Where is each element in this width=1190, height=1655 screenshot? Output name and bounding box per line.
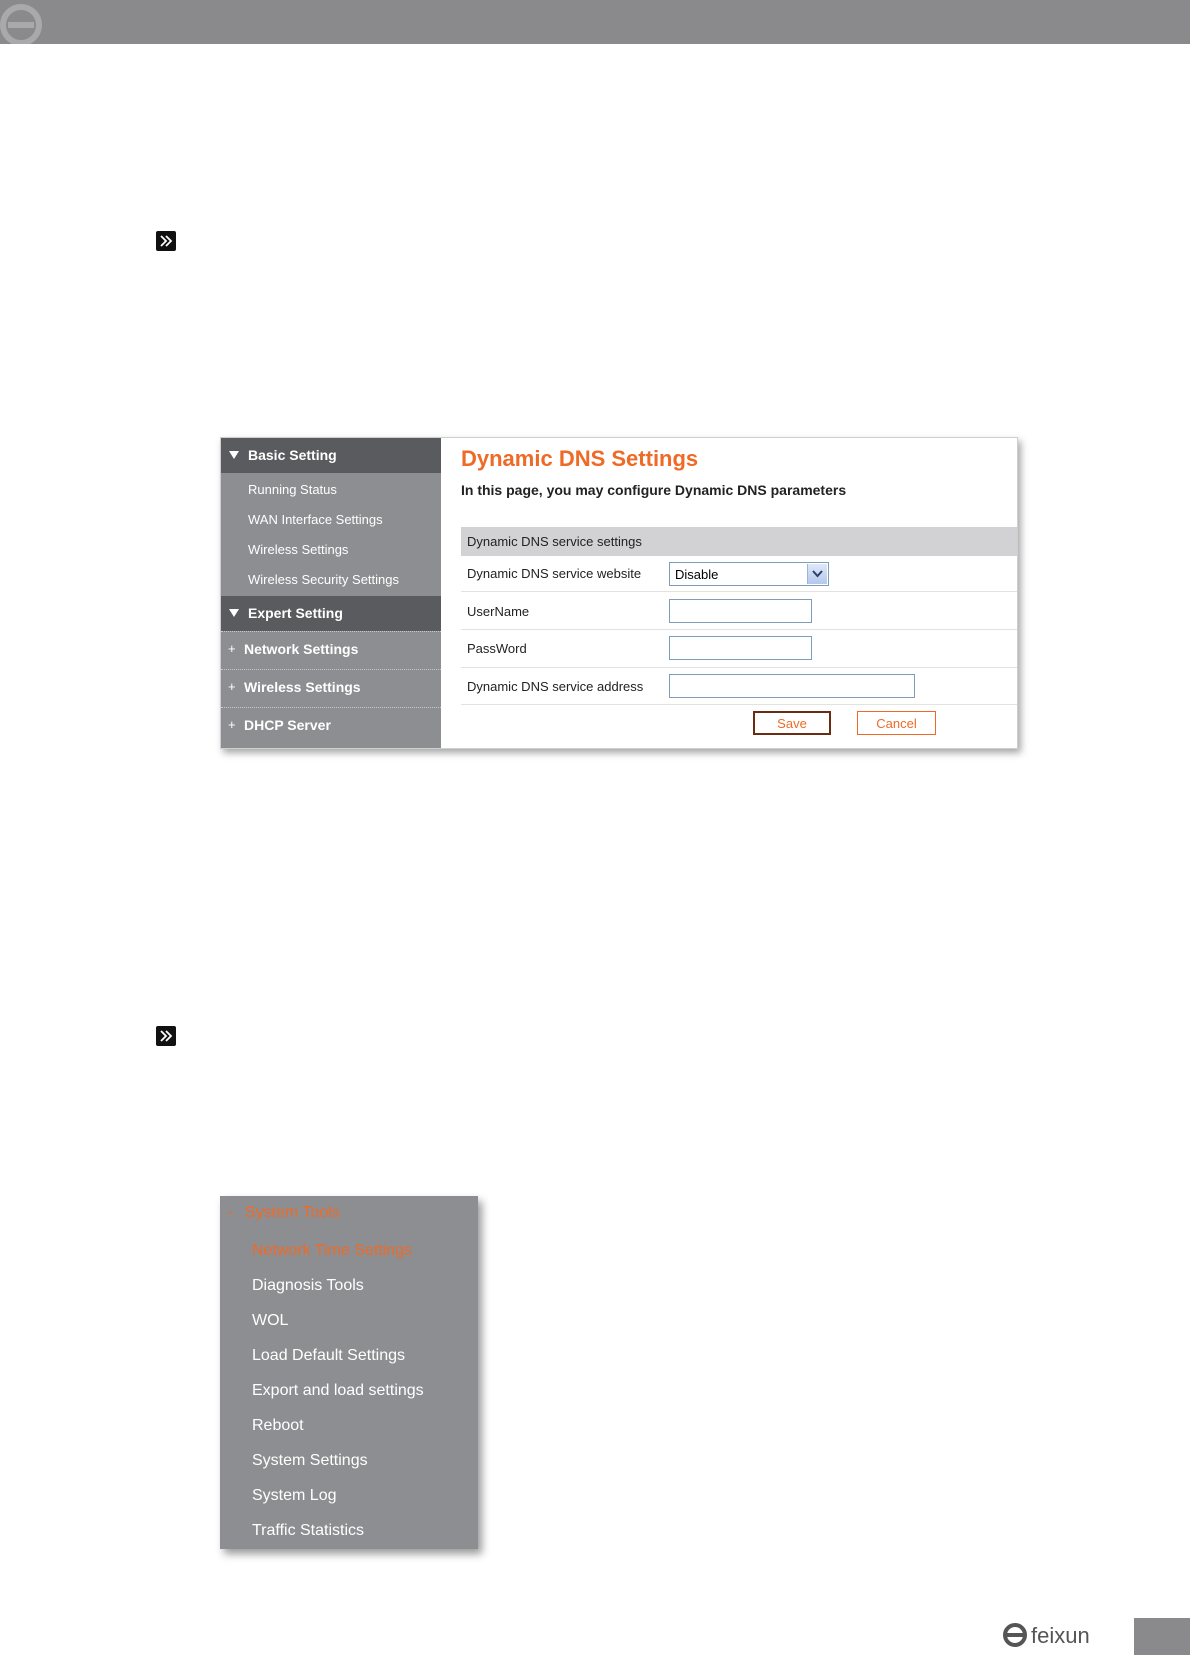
- feixun-logo: [1002, 1620, 1114, 1650]
- svg-text:feixun: feixun: [1031, 1623, 1090, 1648]
- menu-item-network-time-settings[interactable]: Network Time Settings: [252, 1242, 413, 1259]
- plus-icon: +: [228, 717, 236, 732]
- website-label: Dynamic DNS service website: [467, 566, 642, 581]
- triangle-down-icon: [229, 609, 239, 617]
- page-subtitle: In this page, you may configure Dynamic DNS parameters: [461, 482, 847, 498]
- save-button[interactable]: Save: [753, 711, 831, 735]
- double-chevron-right-icon: [156, 231, 176, 251]
- sidebar-item-wireless-settings-expert[interactable]: + Wireless Settings: [221, 669, 441, 706]
- address-row: [461, 668, 1017, 705]
- minus-icon: -: [228, 1204, 234, 1221]
- brand-mark-icon: [0, 2, 42, 44]
- password-input[interactable]: [669, 636, 812, 660]
- sidebar-item-wireless-security-settings[interactable]: Wireless Security Settings: [248, 572, 399, 587]
- dynamic-dns-screenshot: [220, 437, 1018, 749]
- page-tab: [1134, 1618, 1190, 1655]
- sidebar-item-wan-interface-settings[interactable]: WAN Interface Settings: [248, 512, 383, 527]
- menu-item-wol[interactable]: WOL: [252, 1312, 289, 1329]
- username-label: UserName: [467, 604, 530, 619]
- sidebar-item-running-status[interactable]: Running Status: [248, 482, 337, 497]
- password-row: [461, 630, 1017, 668]
- sidebar-item-wireless-settings[interactable]: Wireless Settings: [248, 542, 349, 557]
- router-sidebar: [221, 438, 441, 748]
- section-header: Dynamic DNS service settings: [461, 527, 1017, 556]
- website-row: [461, 556, 1017, 592]
- menu-item-system-settings[interactable]: System Settings: [252, 1452, 368, 1469]
- page-title: Dynamic DNS Settings: [461, 446, 699, 471]
- plus-icon: +: [228, 679, 236, 694]
- sidebar-section-basic-setting[interactable]: Basic Setting: [221, 438, 441, 473]
- triangle-down-icon: [229, 451, 239, 459]
- username-input[interactable]: [669, 599, 812, 623]
- sidebar-item-network-settings[interactable]: + Network Settings: [221, 631, 441, 668]
- plus-icon: +: [228, 641, 236, 656]
- menu-item-system-log[interactable]: System Log: [252, 1487, 337, 1504]
- address-label: Dynamic DNS service address: [467, 679, 644, 694]
- menu-item-export-and-load-settings[interactable]: Export and load settings: [252, 1382, 424, 1399]
- menu-item-traffic-statistics[interactable]: Traffic Statistics: [252, 1522, 365, 1539]
- website-select[interactable]: Disable: [669, 562, 829, 586]
- menu-item-reboot[interactable]: Reboot: [252, 1417, 304, 1434]
- menu-item-diagnosis-tools[interactable]: Diagnosis Tools: [252, 1277, 364, 1294]
- chevron-down-icon[interactable]: [807, 564, 827, 584]
- username-row: [461, 592, 1017, 630]
- system-tools-menu: - System Tools Network Time Settings Diagnosis Tools WOL Load Default Settings Export and load settings Reboot System Settings System Log Traffic Statistics: [220, 1196, 478, 1549]
- menu-item-load-default-settings[interactable]: Load Default Settings: [252, 1347, 405, 1364]
- dynamic-dns-panel: [441, 438, 1017, 748]
- double-chevron-right-icon: [156, 1026, 176, 1046]
- password-label: PassWord: [467, 641, 527, 656]
- sidebar-item-dhcp-server[interactable]: + DHCP Server: [221, 707, 441, 744]
- top-banner: [0, 0, 1190, 44]
- sidebar-section-expert-setting[interactable]: Expert Setting: [221, 596, 441, 631]
- address-input[interactable]: [669, 674, 915, 698]
- cancel-button[interactable]: Cancel: [857, 711, 936, 735]
